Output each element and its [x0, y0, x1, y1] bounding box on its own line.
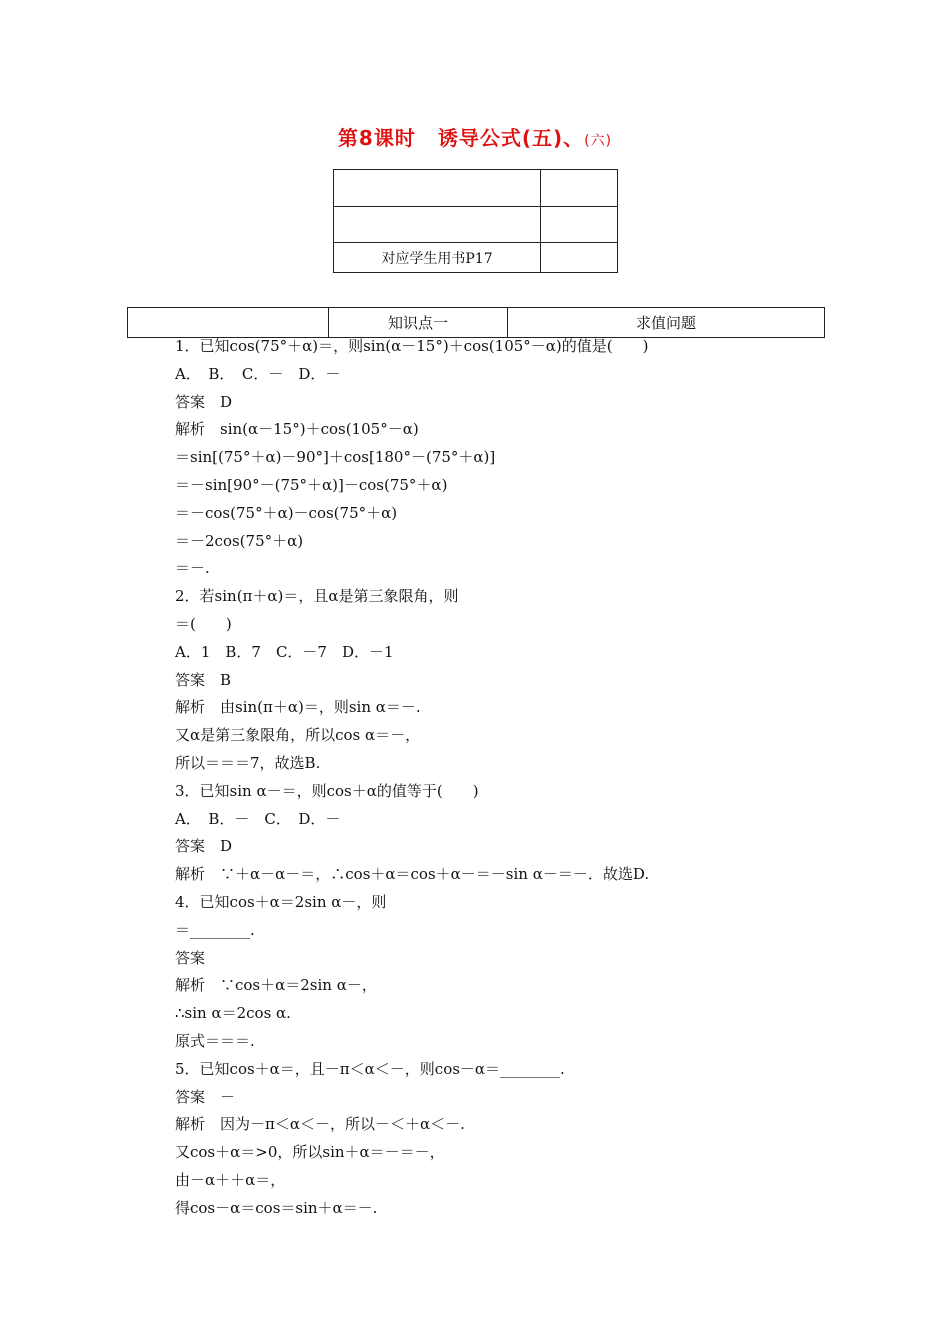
text-line: ＝________.	[175, 920, 255, 939]
text-line: 答案 D	[175, 392, 233, 411]
text-line: 答案	[175, 948, 206, 967]
text-line: ∴sin α＝2cos α.	[175, 1004, 291, 1023]
text-line: 解析 因为－π＜α＜－，所以－＜＋α＜－.	[175, 1115, 465, 1134]
text-line: 由－α＋＋α＝，	[175, 1170, 286, 1189]
text-line: 5．已知cos＋α＝，且－π＜α＜－，则cos－α＝________.	[175, 1059, 565, 1078]
text-line: 答案 －	[175, 1087, 236, 1106]
text-line: 答案 B	[175, 670, 232, 689]
header-table-cell	[541, 243, 618, 273]
text-line: ＝sin[(75°＋α)－90°]＋cos[180°－(75°＋α)]	[175, 448, 496, 467]
text-line: ＝－cos(75°＋α)－cos(75°＋α)	[175, 503, 398, 522]
header-table-row	[334, 170, 618, 207]
text-line: 3．已知sin α－＝，则cos＋α的值等于( )	[175, 781, 479, 800]
text-line: 又cos＋α＝>0，所以sin＋α＝－＝－，	[175, 1143, 445, 1162]
text-line: 得cos－α＝cos＝sin＋α＝－.	[175, 1198, 378, 1217]
header-table-row	[334, 207, 618, 243]
header-table-cell	[334, 170, 541, 207]
text-line: 所以＝＝＝7，故选B.	[175, 753, 321, 772]
text-line: A．1 B．7 C．－7 D．－1	[175, 642, 394, 661]
header-table	[333, 169, 618, 273]
text-line: 解析 由sin(π＋α)＝，则sin α＝－.	[175, 698, 421, 717]
text-line: 解析 ∵cos＋α＝2sin α－，	[175, 976, 377, 995]
header-table-row	[334, 243, 618, 273]
text-line: 4．已知cos＋α＝2sin α－，则	[175, 892, 387, 911]
header-table-cell	[541, 207, 618, 243]
text-line: 答案 D	[175, 837, 233, 856]
text-line: ＝－2cos(75°＋α)	[175, 531, 304, 550]
lesson-number: 第8课时	[337, 126, 416, 150]
header-table-cell	[334, 207, 541, 243]
header-table-cell	[541, 170, 618, 207]
header-table-cell: 对应学生用书P17	[334, 243, 541, 273]
text-line: 2．若sin(π＋α)＝，且α是第三象限角，则	[175, 587, 459, 606]
section-topic: 求值问题	[508, 308, 825, 338]
text-line: 解析 ∵＋α－α－＝，∴cos＋α＝cos＋α－＝－sin α－＝－．故选D.	[175, 865, 650, 884]
text-line: 解析 sin(α－15°)＋cos(105°－α)	[175, 420, 419, 439]
exercise-content	[175, 333, 875, 1223]
lesson-title	[0, 122, 950, 151]
text-line: ＝－sin[90°－(75°＋α)]－cos(75°＋α)	[175, 475, 448, 494]
text-line: ＝( )	[175, 614, 232, 633]
text-line: A． B． C．－ D．－	[175, 364, 341, 383]
lesson-topic: 诱导公式(五)、	[437, 126, 585, 150]
text-line: 原式＝＝＝.	[175, 1031, 255, 1050]
text-line: A． B．－ C． D．－	[175, 809, 341, 828]
text-line: ＝－.	[175, 559, 210, 578]
section-label: 知识点一	[329, 308, 508, 338]
lesson-topic-sub: (六)	[584, 133, 613, 149]
text-line: 1．已知cos(75°＋α)＝，则sin(α－15°)＋cos(105°－α)的值是( )	[175, 337, 649, 355]
text-line: 又α是第三象限角，所以cos α＝－，	[175, 726, 421, 745]
